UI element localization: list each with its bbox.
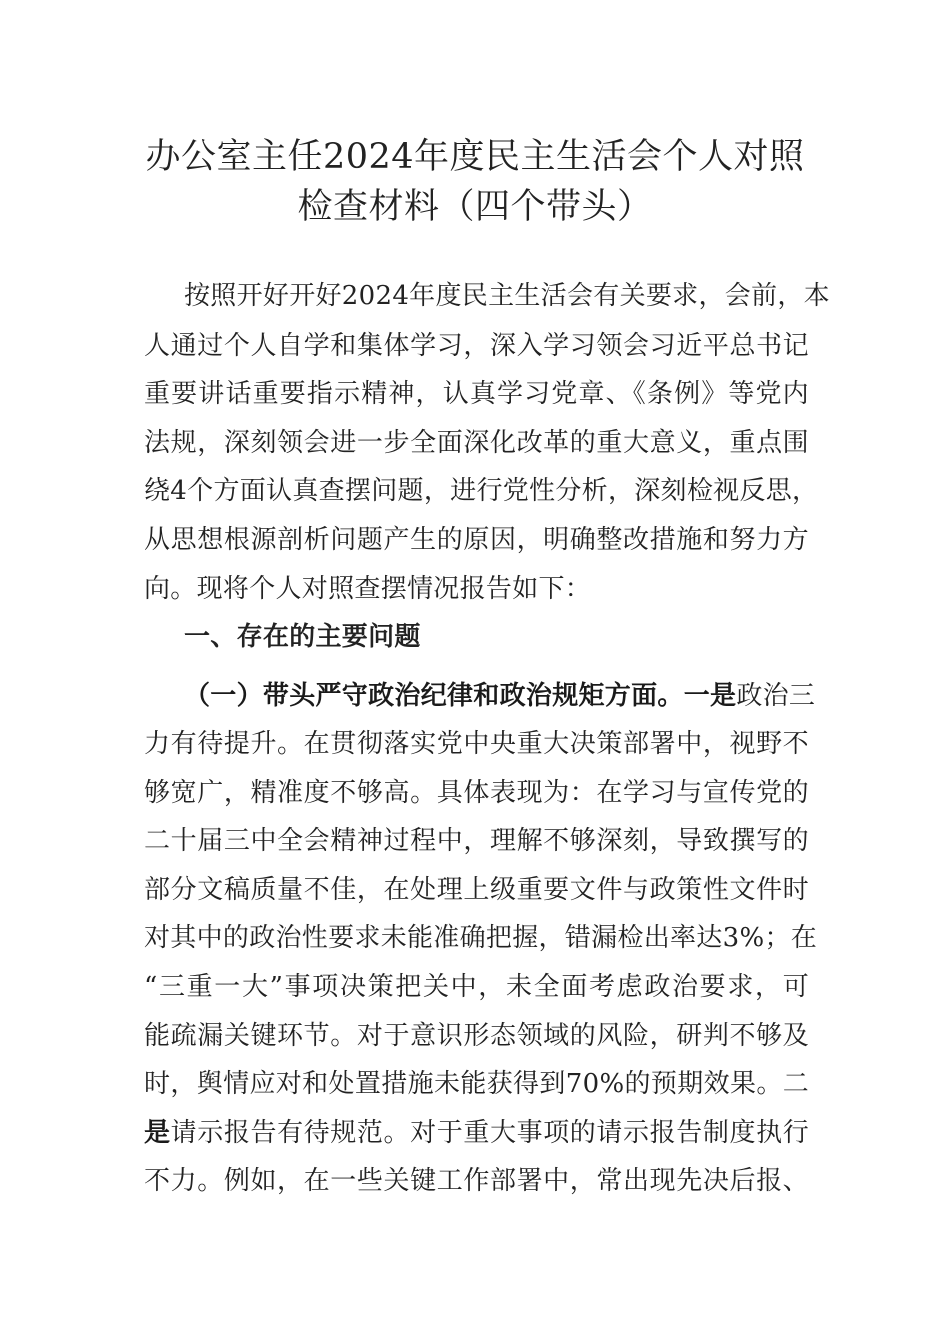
body-line-8: 时，舆情应对和处置措施未能获得到70%的预期效果。二	[144, 1069, 809, 1099]
body-line-10: 不力。例如，在一些关键工作部署中，常出现先决后报、	[144, 1166, 809, 1196]
title-line-1: 办公室主任2024年度民主生活会个人对照	[145, 137, 805, 177]
subsection-bold-lead: （一）带头严守政治纪律和政治规矩方面。一是	[184, 681, 737, 711]
subsection-lead-line	[184, 678, 816, 714]
body-line-7: 能疏漏关键环节。对于意识形态领域的风险，研判不够及	[144, 1021, 809, 1051]
title-line-2: 检查材料（四个带头）	[297, 187, 653, 227]
intro-line-5: 绕4个方面认真查摆问题，进行党性分析，深刻检视反思，	[144, 476, 819, 506]
body-line-1: 力有待提升。在贯彻落实党中央重大决策部署中，视野不	[144, 729, 809, 759]
intro-line-7: 向。现将个人对照查摆情况报告如下：	[144, 574, 592, 604]
second-point-rest: 请示报告有待规范。对于重大事项的请示报告制度执行	[170, 1118, 809, 1148]
intro-line-2: 人通过个人自学和集体学习，深入学习领会习近平总书记	[144, 331, 809, 361]
intro-line-1: 按照开好开好2024年度民主生活会有关要求，会前，本	[184, 281, 830, 311]
section-heading: 一、存在的主要问题	[184, 622, 421, 652]
subsection-lead-rest: 政治三	[736, 681, 816, 711]
body-line-3: 二十届三中全会精神过程中，理解不够深刻，导致撰写的	[144, 826, 809, 856]
intro-line-6: 从思想根源剖析问题产生的原因，明确整改措施和努力方	[144, 525, 809, 555]
second-point-bold: 是	[144, 1118, 171, 1148]
intro-line-4: 法规，深刻领会进一步全面深化改革的重大意义，重点围	[144, 428, 809, 458]
body-line-5: 对其中的政治性要求未能准确把握，错漏检出率达3%；在	[144, 923, 818, 953]
body-line-6: “三重一大”事项决策把关中，未全面考虑政治要求，可	[144, 972, 809, 1002]
body-line-2: 够宽广，精准度不够高。具体表现为：在学习与宣传党的	[144, 778, 809, 808]
body-line-9	[144, 1115, 809, 1151]
body-line-4: 部分文稿质量不佳，在处理上级重要文件与政策性文件时	[144, 875, 809, 905]
intro-line-3: 重要讲话重要指示精神，认真学习党章、《条例》等党内	[144, 379, 809, 409]
